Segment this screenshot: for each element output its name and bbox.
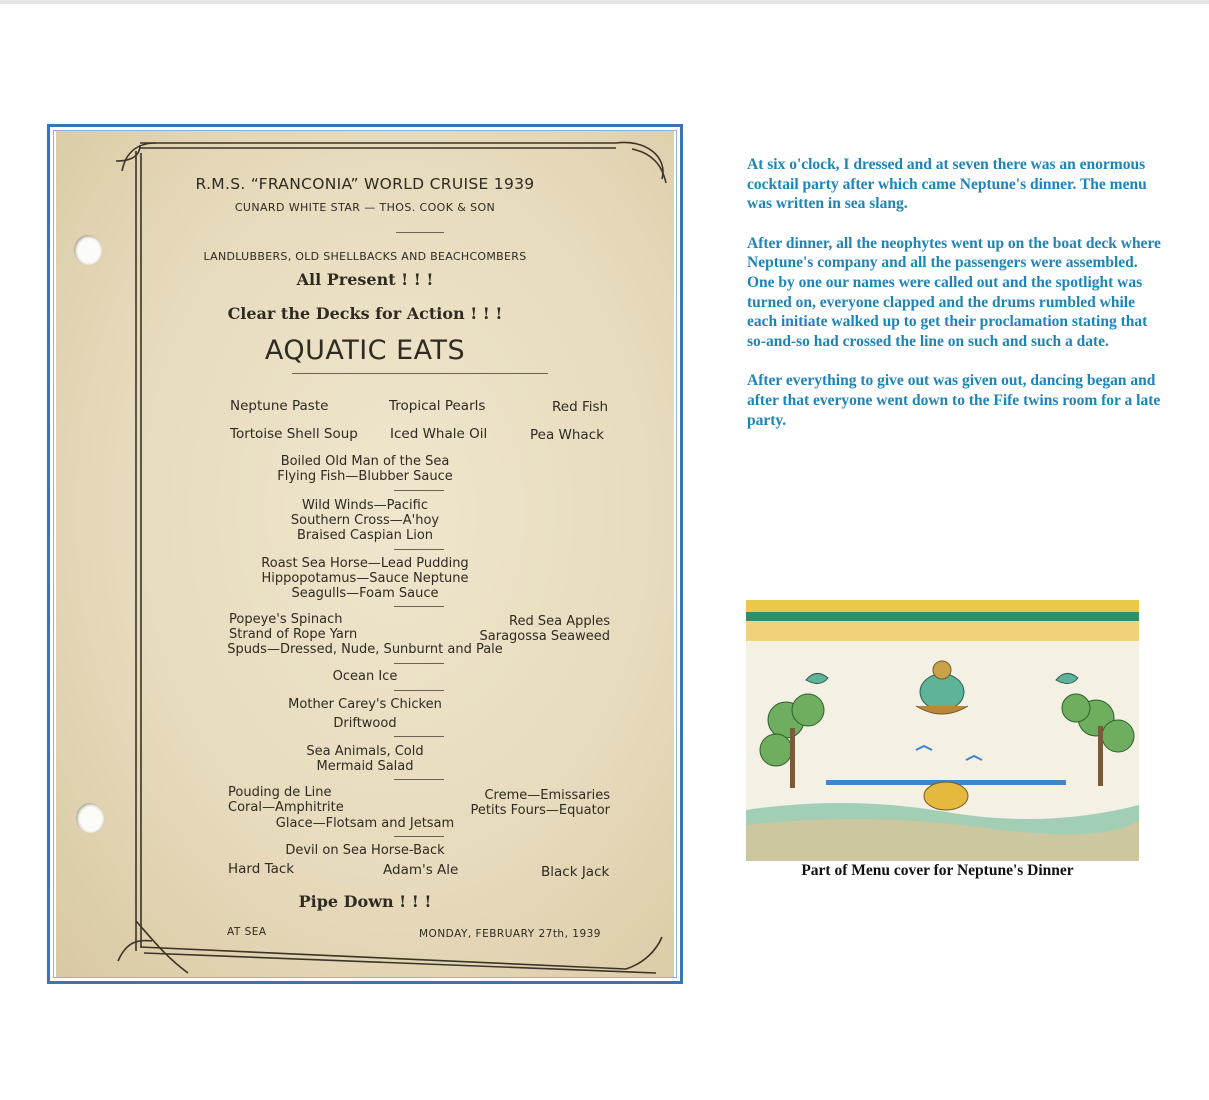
pipe-down: Pipe Down ! ! ! bbox=[298, 892, 432, 911]
dessert-center: Glace—Flotsam and Jetsam bbox=[275, 816, 455, 831]
clear-decks: Clear the Decks for Action ! ! ! bbox=[227, 304, 503, 323]
note-paragraph-3: After everything to give out was given out, dancing began and after that everyone went down to the Fife twins room for a late party. bbox=[747, 372, 1161, 429]
course2-line1: Wild Winds—Pacific bbox=[302, 498, 428, 513]
veg-center: Spuds—Dressed, Nude, Sunburnt and Pale bbox=[227, 642, 503, 657]
chicken-line1: Mother Carey's Chicken bbox=[288, 697, 442, 712]
course1-line1: Boiled Old Man of the Sea bbox=[280, 454, 450, 469]
divider bbox=[394, 836, 444, 837]
menu-heading: AQUATIC EATS bbox=[264, 335, 466, 366]
menu-card bbox=[56, 131, 674, 977]
course3-line3: Seagulls—Foam Sauce bbox=[291, 586, 439, 601]
dessert-left-2: Coral—Amphitrite bbox=[228, 800, 344, 815]
item-tortoise-soup: Tortoise Shell Soup bbox=[230, 426, 358, 442]
divider bbox=[394, 490, 444, 491]
divider bbox=[396, 232, 444, 233]
footer-location: AT SEA bbox=[227, 926, 267, 938]
dessert-right-2: Petits Fours—Equator bbox=[470, 803, 610, 818]
menu-title: R.M.S. “FRANCONIA” WORLD CRUISE 1939 bbox=[195, 175, 535, 193]
divider bbox=[394, 606, 444, 607]
veg-left-1: Popeye's Spinach bbox=[229, 612, 343, 627]
course1-line2: Flying Fish—Blubber Sauce bbox=[277, 469, 453, 484]
top-border bbox=[0, 0, 1209, 4]
veg-right-1: Red Sea Apples bbox=[509, 614, 610, 629]
footer-date: MONDAY, FEBRUARY 27th, 1939 bbox=[419, 928, 601, 940]
cover-caption: Part of Menu cover for Neptune's Dinner bbox=[801, 862, 1074, 879]
item-pea-whack: Pea Whack bbox=[530, 427, 604, 443]
divider bbox=[394, 663, 444, 664]
menu-cover-illustration bbox=[746, 600, 1139, 861]
course2-line3: Braised Caspian Lion bbox=[296, 528, 434, 543]
cold-line1: Sea Animals, Cold bbox=[306, 744, 424, 759]
note-paragraph-1: At six o'clock, I dressed and at seven there was an enormous cocktail party after which came Neptune's dinner. The menu was written in sea slang. bbox=[747, 156, 1147, 213]
heading-underline bbox=[292, 373, 548, 374]
note-paragraph-2: After dinner, all the neophytes went up on the boat deck where Neptune's company and all the passengers were assembled. One by one our names were called out and the spotlight was turned on, everyone clapped and the drums rumbled while each initiate walked up to get their proclamation stating that so-and-so had crossed the line on such and such a date. bbox=[747, 234, 1161, 350]
course3-line1: Roast Sea Horse—Lead Pudding bbox=[261, 556, 469, 571]
menu-greeting: LANDLUBBERS, OLD SHELLBACKS AND BEACHCOMBERS bbox=[203, 250, 527, 263]
veg-right-2: Saragossa Seaweed bbox=[479, 629, 610, 644]
devil-on-horseback: Devil on Sea Horse-Back bbox=[285, 843, 445, 858]
divider bbox=[394, 779, 444, 780]
item-adams-ale: Adam's Ale bbox=[383, 862, 459, 878]
journal-notes bbox=[747, 155, 1167, 450]
all-present: All Present ! ! ! bbox=[296, 270, 434, 289]
divider bbox=[394, 736, 444, 737]
neptune-scene-image bbox=[746, 600, 1139, 861]
divider bbox=[394, 690, 444, 691]
item-red-fish: Red Fish bbox=[552, 399, 609, 415]
course2-line2: Southern Cross—A'hoy bbox=[290, 513, 440, 528]
course3-line2: Hippopotamus—Sauce Neptune bbox=[261, 571, 469, 586]
dessert-left-1: Pouding de Line bbox=[228, 785, 332, 800]
menu-subtitle: CUNARD WHITE STAR — THOS. COOK & SON bbox=[234, 201, 496, 214]
item-tropical-pearls: Tropical Pearls bbox=[389, 398, 486, 414]
cold-line2: Mermaid Salad bbox=[316, 759, 414, 774]
item-iced-whale-oil: Iced Whale Oil bbox=[390, 426, 488, 442]
item-hard-tack: Hard Tack bbox=[228, 861, 295, 877]
divider bbox=[394, 549, 444, 550]
item-neptune-paste: Neptune Paste bbox=[230, 398, 329, 414]
chicken-line2: Driftwood bbox=[333, 716, 397, 731]
veg-left-2: Strand of Rope Yarn bbox=[229, 627, 358, 642]
ocean-ice: Ocean Ice bbox=[332, 669, 398, 684]
dessert-right-1: Creme—Emissaries bbox=[484, 788, 610, 803]
item-black-jack: Black Jack bbox=[541, 864, 610, 880]
